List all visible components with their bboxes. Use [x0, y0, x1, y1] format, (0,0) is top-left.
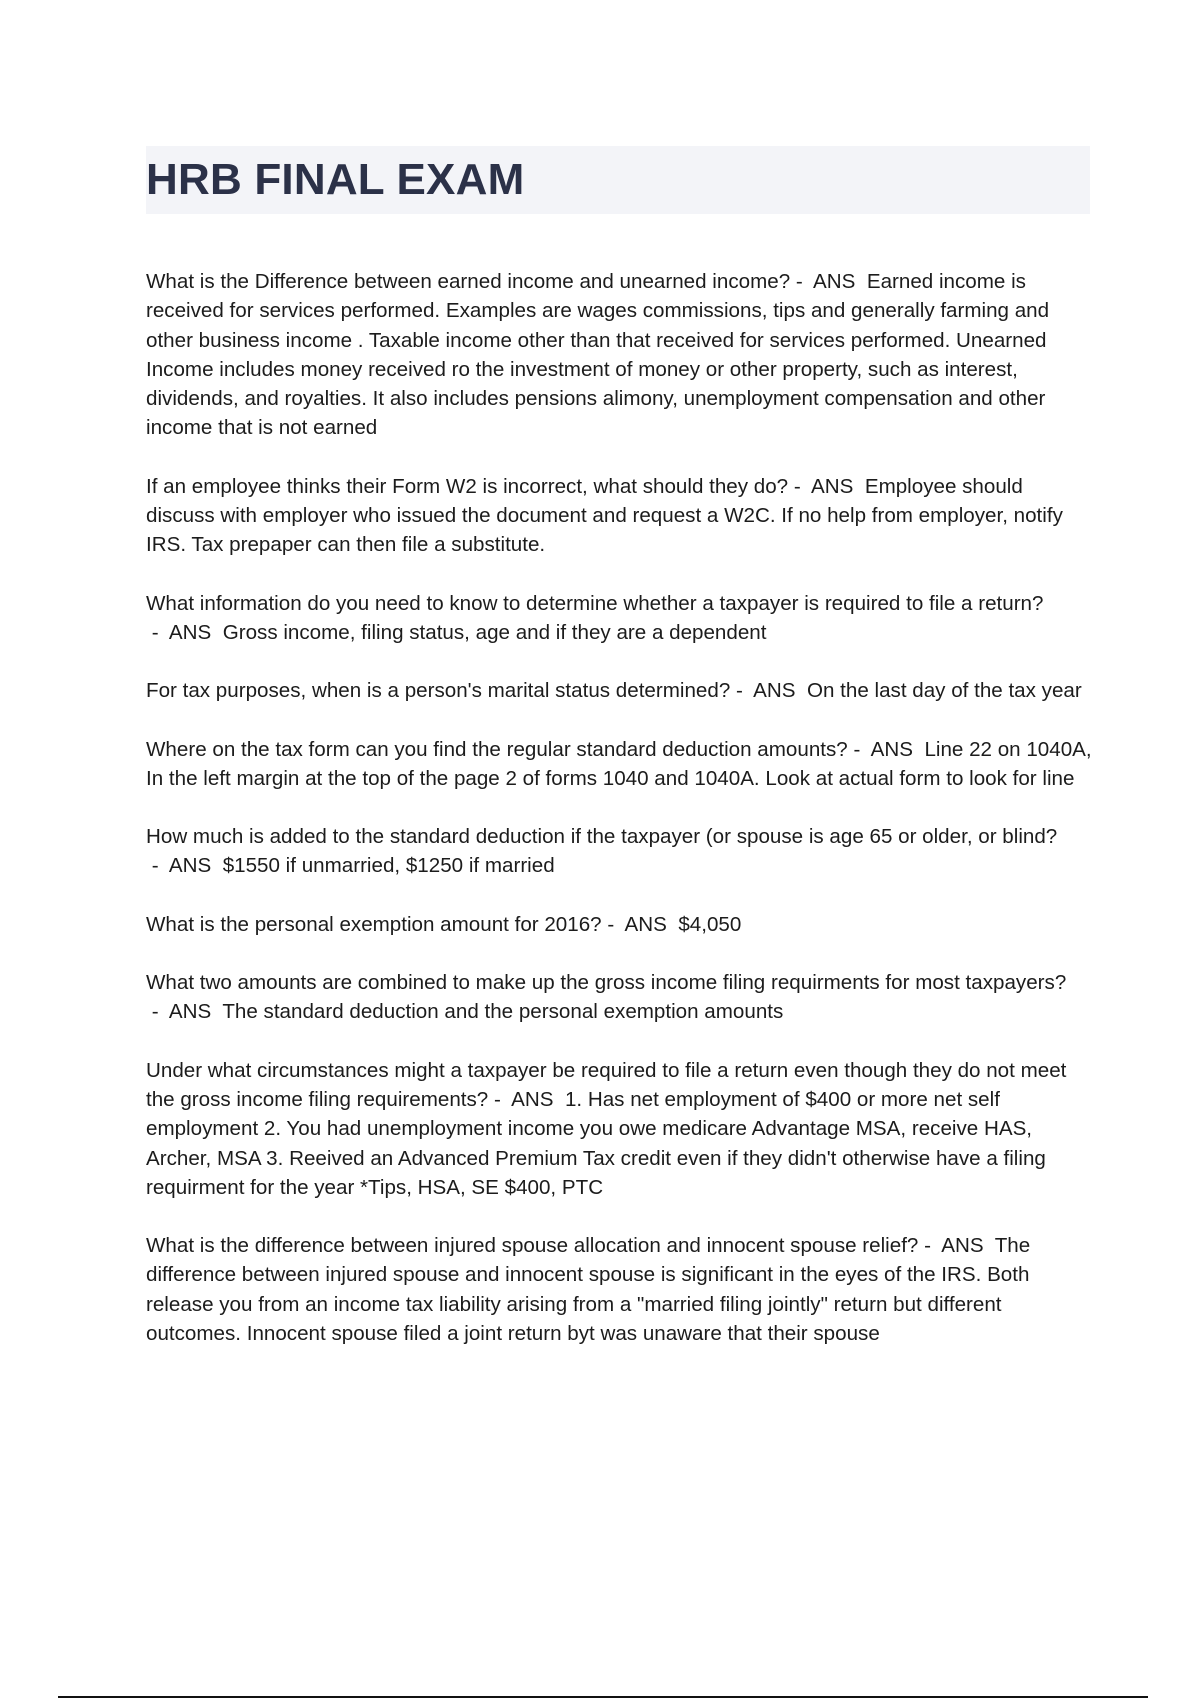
answer-text: $1550 if unmarried, $1250 if married — [222, 854, 555, 878]
qa-item — [146, 910, 1096, 939]
answer-separator: - ANS — [488, 1087, 565, 1111]
answer-separator: - ANS — [790, 270, 867, 293]
answer-text: Employee should discuss with employer who issued the document and request a W2C. If no help from employer, notify IRS. Tax prepaper can then file a substitute. — [146, 474, 1063, 557]
question-text: For tax purposes, when is a person's marital status determined? — [146, 679, 731, 703]
answer-separator: - ANS — [146, 1000, 223, 1024]
qa-item — [146, 267, 1096, 443]
question-text: If an employee thinks their Form W2 is incorrect, what should they do? — [146, 474, 789, 498]
answer-text: The standard deduction and the personal exemption amounts — [222, 1000, 784, 1024]
answer-separator: - ANS — [918, 1234, 995, 1258]
qa-item — [146, 472, 1096, 560]
qa-item — [146, 676, 1096, 705]
answer-text: The difference between injured spouse and innocent spouse is significant in the eyes of the IRS. Both release you from an income tax liability arising from a "married filing jointly" return but different outcomes. Innocent spouse filed a joint return byt was unaware that their spouse — [146, 1234, 1031, 1346]
qa-item — [146, 1056, 1096, 1202]
answer-separator: - ANS — [146, 620, 223, 644]
qa-item — [146, 822, 1096, 881]
footer-divider — [58, 1696, 1148, 1698]
qa-item — [146, 735, 1096, 794]
question-text: Under what circumstances might a taxpayer be required to file a return even though they do not meet the gross income filing requirements? — [146, 1058, 1067, 1111]
question-text: How much is added to the standard deduction if the taxpayer (or spouse is age 65 or older, or blind? — [146, 825, 1058, 849]
answer-separator: - ANS — [146, 854, 223, 878]
page-title: HRB FINAL EXAM — [146, 155, 525, 204]
answer-separator: - ANS — [847, 737, 925, 761]
answer-text: Earned income is received for services performed. Examples are wages commissions, tips and generally farming and other business income . Taxable income other than that received for services performed. Unearned Income includes money received ro the investment of money or other property, such as interest, dividends, and royalties. It also includes pensions alimony, unemployment compensation and other income that is not earned — [146, 270, 1050, 440]
question-text: What is the difference between injured spouse allocation and innocent spouse relief? — [146, 1234, 919, 1258]
question-text: What two amounts are combined to make up the gross income filing requirments for most taxpayers? — [146, 971, 1067, 995]
qa-item — [146, 968, 1096, 1027]
answer-text: Line 22 on 1040A, In the left margin at the top of the page 2 of forms 1040 and 1040A. Look at actual form to look for line — [146, 737, 1092, 790]
qa-item — [146, 1231, 1096, 1348]
answer-text: 1. Has net employment of $400 or more net self employment 2. You had unemployment income you owe medicare Advantage MSA, receive HAS, Archer, MSA 3. Reeived an Advanced Premium Tax credit even if they didn't otherwise have a filing requirment for the year *Tips, HSA, SE $400, PTC — [146, 1087, 1046, 1199]
qa-item — [146, 589, 1096, 648]
question-text: What is the Difference between earned income and unearned income? — [146, 270, 791, 293]
answer-separator: - ANS — [730, 679, 807, 703]
question-text: What is the personal exemption amount for 2016? — [146, 912, 602, 936]
question-text: Where on the tax form can you find the regular standard deduction amounts? — [146, 737, 848, 761]
answer-text: $4,050 — [678, 912, 742, 936]
answer-separator: - ANS — [788, 474, 865, 498]
answer-text: On the last day of the tax year — [806, 679, 1082, 703]
question-text: What information do you need to know to determine whether a taxpayer is required to file a return? — [146, 591, 1044, 615]
qa-list — [146, 267, 1096, 1377]
answer-separator: - ANS — [601, 912, 679, 936]
answer-text: Gross income, filing status, age and if they are a dependent — [222, 620, 767, 644]
